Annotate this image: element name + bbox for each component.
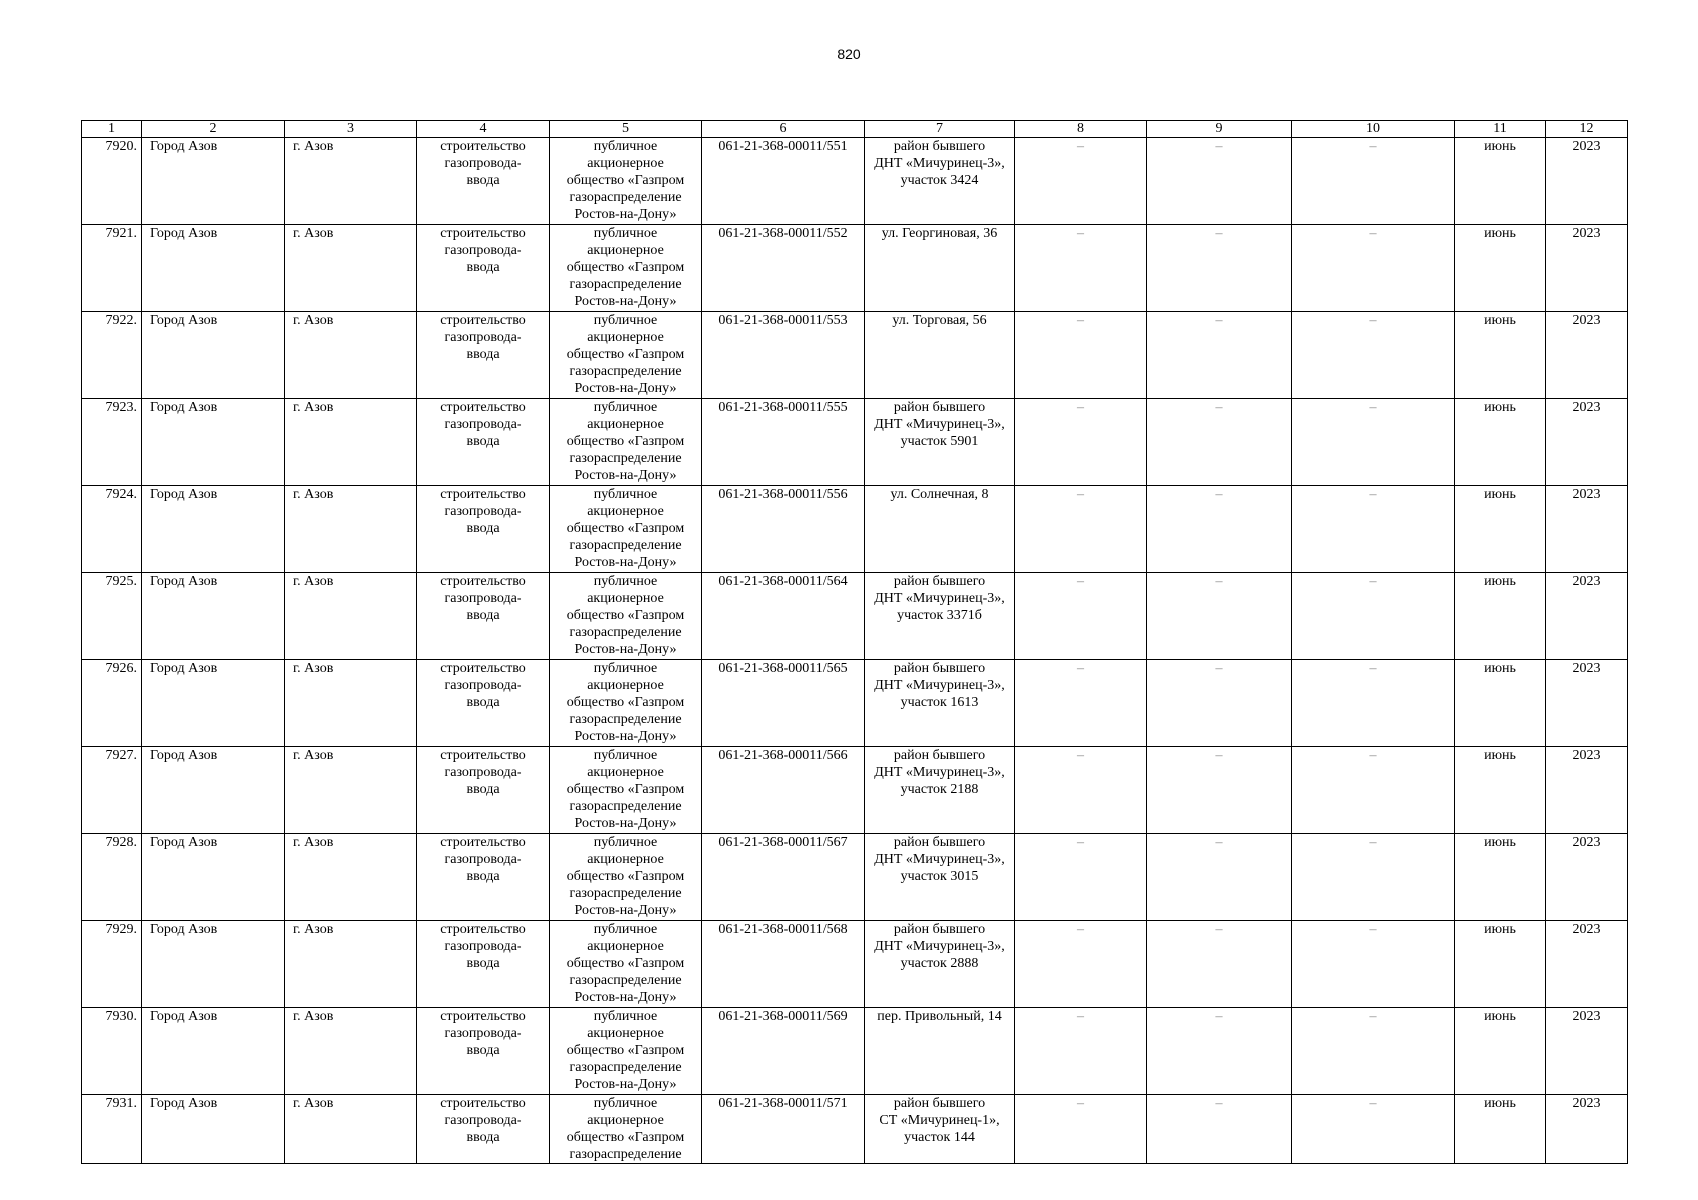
owner-cell: [550, 747, 702, 834]
owner-cell-line: публичное: [593, 1009, 658, 1024]
address-cell-line: участок 5901: [900, 434, 979, 449]
column-9-cell: –: [1147, 225, 1292, 312]
work-type-cell-line: строительство: [440, 835, 526, 850]
owner-cell-line: Ростов-на-Дону»: [574, 642, 677, 657]
registry-code-cell: 061-21-368-00011/556: [702, 486, 865, 573]
registry-code-cell: 061-21-368-00011/552: [702, 225, 865, 312]
year-cell: 2023: [1546, 312, 1628, 399]
owner-cell-line: публичное: [593, 574, 658, 589]
owner-cell-line: акционерное: [587, 678, 664, 693]
column-8-cell: –: [1015, 1008, 1147, 1095]
owner-cell-line: акционерное: [587, 1113, 664, 1128]
owner-cell: [550, 312, 702, 399]
address-cell: [865, 1095, 1015, 1164]
owner-cell-line: газораспределение: [569, 973, 682, 988]
table-row: [82, 747, 1628, 834]
owner-cell: [550, 1008, 702, 1095]
municipality-cell: Город Азов: [142, 747, 285, 834]
address-cell-line: пер. Привольный, 14: [877, 1009, 1002, 1024]
address-cell-line: район бывшего: [893, 400, 986, 415]
column-10-cell: –: [1292, 138, 1455, 225]
column-header-9: 9: [1147, 121, 1292, 138]
work-type-cell-line: ввода: [466, 260, 500, 275]
work-type-cell: [417, 225, 550, 312]
column-9-cell: –: [1147, 1008, 1292, 1095]
owner-cell: [550, 138, 702, 225]
row-number: 7929.: [82, 921, 142, 1008]
column-10-cell: –: [1292, 834, 1455, 921]
work-type-cell-line: строительство: [440, 574, 526, 589]
column-9-cell: –: [1147, 138, 1292, 225]
locality-cell: г. Азов: [285, 486, 417, 573]
work-type-cell-line: газопровода-: [444, 330, 522, 345]
owner-cell-line: общество «Газпром: [566, 695, 685, 710]
column-9-cell: –: [1147, 312, 1292, 399]
address-cell-line: ДНТ «Мичуринец-3»,: [874, 417, 1005, 432]
work-type-cell-line: ввода: [466, 869, 500, 884]
owner-cell-line: публичное: [593, 139, 658, 154]
work-type-cell-line: ввода: [466, 695, 500, 710]
address-cell-line: ДНТ «Мичуринец-3»,: [874, 591, 1005, 606]
owner-cell-line: публичное: [593, 748, 658, 763]
owner-cell-line: общество «Газпром: [566, 1130, 685, 1145]
column-8-cell: –: [1015, 747, 1147, 834]
owner-cell-line: Ростов-на-Дону»: [574, 729, 677, 744]
municipality-cell: Город Азов: [142, 1008, 285, 1095]
year-cell: 2023: [1546, 399, 1628, 486]
address-cell-line: участок 3015: [900, 869, 979, 884]
locality-cell: г. Азов: [285, 399, 417, 486]
work-type-cell-line: строительство: [440, 313, 526, 328]
owner-cell-line: акционерное: [587, 504, 664, 519]
address-cell-line: участок 2888: [900, 956, 979, 971]
column-10-cell: –: [1292, 399, 1455, 486]
owner-cell: [550, 573, 702, 660]
address-cell-line: район бывшего: [893, 139, 986, 154]
page-number: 820: [837, 46, 861, 62]
column-9-cell: –: [1147, 921, 1292, 1008]
table-row: [82, 486, 1628, 573]
table-row: [82, 834, 1628, 921]
work-type-cell-line: газопровода-: [444, 417, 522, 432]
work-type-cell-line: строительство: [440, 1009, 526, 1024]
address-cell-line: район бывшего: [893, 1096, 986, 1111]
column-9-cell: –: [1147, 1095, 1292, 1164]
month-cell: июнь: [1455, 921, 1546, 1008]
owner-cell-line: Ростов-на-Дону»: [574, 207, 677, 222]
work-type-cell-line: ввода: [466, 782, 500, 797]
owner-cell: [550, 399, 702, 486]
work-type-cell-line: ввода: [466, 434, 500, 449]
column-10-cell: –: [1292, 1095, 1455, 1164]
work-type-cell: [417, 399, 550, 486]
year-cell: 2023: [1546, 921, 1628, 1008]
municipality-cell: Город Азов: [142, 660, 285, 747]
municipality-cell: Город Азов: [142, 921, 285, 1008]
owner-cell-line: публичное: [593, 835, 658, 850]
work-type-cell: [417, 747, 550, 834]
owner-cell-line: акционерное: [587, 243, 664, 258]
month-cell: июнь: [1455, 834, 1546, 921]
owner-cell-line: общество «Газпром: [566, 347, 685, 362]
work-type-cell-line: газопровода-: [444, 156, 522, 171]
owner-cell-line: Ростов-на-Дону»: [574, 555, 677, 570]
owner-cell-line: публичное: [593, 487, 658, 502]
work-type-cell-line: ввода: [466, 956, 500, 971]
owner-cell-line: газораспределение: [569, 364, 682, 379]
owner-cell-line: Ростов-на-Дону»: [574, 816, 677, 831]
municipality-cell: Город Азов: [142, 399, 285, 486]
work-type-cell: [417, 660, 550, 747]
municipality-cell: Город Азов: [142, 573, 285, 660]
owner-cell-line: общество «Газпром: [566, 260, 685, 275]
month-cell: июнь: [1455, 486, 1546, 573]
column-10-cell: –: [1292, 312, 1455, 399]
row-number: 7925.: [82, 573, 142, 660]
work-type-cell: [417, 1008, 550, 1095]
table-row: [82, 312, 1628, 399]
year-cell: 2023: [1546, 834, 1628, 921]
column-header-5: 5: [550, 121, 702, 138]
address-cell-line: участок 3424: [900, 173, 979, 188]
year-cell: 2023: [1546, 660, 1628, 747]
column-header-7: 7: [865, 121, 1015, 138]
month-cell: июнь: [1455, 747, 1546, 834]
year-cell: 2023: [1546, 486, 1628, 573]
work-type-cell-line: ввода: [466, 1130, 500, 1145]
work-type-cell: [417, 834, 550, 921]
owner-cell-line: общество «Газпром: [566, 869, 685, 884]
address-cell-line: ДНТ «Мичуринец-3»,: [874, 939, 1005, 954]
municipality-cell: Город Азов: [142, 138, 285, 225]
owner-cell-line: акционерное: [587, 939, 664, 954]
owner-cell-line: публичное: [593, 226, 658, 241]
work-type-cell-line: строительство: [440, 139, 526, 154]
table-row: [82, 921, 1628, 1008]
address-cell: [865, 312, 1015, 399]
column-9-cell: –: [1147, 399, 1292, 486]
column-header-12: 12: [1546, 121, 1628, 138]
owner-cell: [550, 486, 702, 573]
row-number: 7920.: [82, 138, 142, 225]
registry-code-cell: 061-21-368-00011/567: [702, 834, 865, 921]
column-10-cell: –: [1292, 747, 1455, 834]
owner-cell-line: Ростов-на-Дону»: [574, 468, 677, 483]
locality-cell: г. Азов: [285, 573, 417, 660]
registry-code-cell: 061-21-368-00011/569: [702, 1008, 865, 1095]
address-cell-line: ул. Торговая, 56: [892, 313, 987, 328]
owner-cell-line: газораспределение: [569, 886, 682, 901]
address-cell: [865, 921, 1015, 1008]
month-cell: июнь: [1455, 312, 1546, 399]
municipality-cell: Город Азов: [142, 312, 285, 399]
locality-cell: г. Азов: [285, 747, 417, 834]
year-cell: 2023: [1546, 573, 1628, 660]
year-cell: 2023: [1546, 138, 1628, 225]
work-type-cell: [417, 1095, 550, 1164]
owner-cell: [550, 225, 702, 312]
owner-cell-line: газораспределение: [569, 1060, 682, 1075]
owner-cell-line: общество «Газпром: [566, 782, 685, 797]
row-number: 7931.: [82, 1095, 142, 1164]
column-header-2: 2: [142, 121, 285, 138]
row-number: 7927.: [82, 747, 142, 834]
work-type-cell-line: ввода: [466, 521, 500, 536]
owner-cell-line: публичное: [593, 1096, 658, 1111]
column-8-cell: –: [1015, 486, 1147, 573]
address-cell-line: участок 1613: [900, 695, 979, 710]
owner-cell-line: публичное: [593, 313, 658, 328]
work-type-cell-line: газопровода-: [444, 1026, 522, 1041]
year-cell: 2023: [1546, 1008, 1628, 1095]
row-number: 7923.: [82, 399, 142, 486]
work-type-cell-line: газопровода-: [444, 678, 522, 693]
year-cell: 2023: [1546, 747, 1628, 834]
address-cell-line: ДНТ «Мичуринец-3»,: [874, 678, 1005, 693]
owner-cell-line: Ростов-на-Дону»: [574, 381, 677, 396]
column-10-cell: –: [1292, 225, 1455, 312]
address-cell-line: ДНТ «Мичуринец-3»,: [874, 156, 1005, 171]
table-body: [82, 138, 1628, 1164]
address-cell-line: ул. Солнечная, 8: [890, 487, 989, 502]
locality-cell: г. Азов: [285, 225, 417, 312]
owner-cell-line: общество «Газпром: [566, 521, 685, 536]
month-cell: июнь: [1455, 225, 1546, 312]
column-9-cell: –: [1147, 834, 1292, 921]
work-type-cell-line: строительство: [440, 922, 526, 937]
address-cell-line: ДНТ «Мичуринец-3»,: [874, 765, 1005, 780]
owner-cell-line: газораспределение: [569, 277, 682, 292]
owner-cell-line: общество «Газпром: [566, 608, 685, 623]
owner-cell-line: акционерное: [587, 591, 664, 606]
municipality-cell: Город Азов: [142, 1095, 285, 1164]
registry-code-cell: 061-21-368-00011/571: [702, 1095, 865, 1164]
registry-code-cell: 061-21-368-00011/568: [702, 921, 865, 1008]
column-8-cell: –: [1015, 138, 1147, 225]
month-cell: июнь: [1455, 660, 1546, 747]
locality-cell: г. Азов: [285, 1095, 417, 1164]
work-type-cell-line: газопровода-: [444, 939, 522, 954]
owner-cell-line: газораспределение: [569, 625, 682, 640]
owner-cell-line: публичное: [593, 922, 658, 937]
table-row: [82, 573, 1628, 660]
column-8-cell: –: [1015, 1095, 1147, 1164]
address-cell: [865, 747, 1015, 834]
month-cell: июнь: [1455, 573, 1546, 660]
work-type-cell: [417, 921, 550, 1008]
owner-cell-line: Ростов-на-Дону»: [574, 903, 677, 918]
work-type-cell-line: газопровода-: [444, 591, 522, 606]
address-cell-line: район бывшего: [893, 574, 986, 589]
owner-cell-line: Ростов-на-Дону»: [574, 990, 677, 1005]
work-type-cell-line: строительство: [440, 748, 526, 763]
address-cell: [865, 225, 1015, 312]
address-cell-line: участок 3371б: [897, 608, 982, 623]
column-header-3: 3: [285, 121, 417, 138]
work-type-cell-line: строительство: [440, 487, 526, 502]
column-10-cell: –: [1292, 486, 1455, 573]
work-type-cell-line: ввода: [466, 173, 500, 188]
address-cell: [865, 573, 1015, 660]
municipality-cell: Город Азов: [142, 225, 285, 312]
owner-cell-line: Ростов-на-Дону»: [574, 1077, 677, 1092]
address-cell-line: район бывшего: [893, 835, 986, 850]
column-9-cell: –: [1147, 486, 1292, 573]
table-row: [82, 1008, 1628, 1095]
registry-code-cell: 061-21-368-00011/555: [702, 399, 865, 486]
municipality-cell: Город Азов: [142, 834, 285, 921]
column-9-cell: –: [1147, 573, 1292, 660]
owner-cell: [550, 1095, 702, 1164]
table-row: [82, 399, 1628, 486]
row-number: 7921.: [82, 225, 142, 312]
owner-cell-line: общество «Газпром: [566, 173, 685, 188]
owner-cell-line: общество «Газпром: [566, 1043, 685, 1058]
address-cell: [865, 399, 1015, 486]
registry-code-cell: 061-21-368-00011/553: [702, 312, 865, 399]
locality-cell: г. Азов: [285, 921, 417, 1008]
owner-cell-line: газораспределение: [569, 799, 682, 814]
work-type-cell: [417, 486, 550, 573]
owner-cell-line: публичное: [593, 400, 658, 415]
owner-cell-line: Ростов-на-Дону»: [574, 294, 677, 309]
address-cell-line: ул. Георгиновая, 36: [881, 226, 998, 241]
column-header-8: 8: [1015, 121, 1147, 138]
column-header-6: 6: [702, 121, 865, 138]
address-cell-line: район бывшего: [893, 748, 986, 763]
work-type-cell-line: ввода: [466, 608, 500, 623]
column-header-11: 11: [1455, 121, 1546, 138]
owner-cell-line: публичное: [593, 661, 658, 676]
header-row: [82, 121, 1628, 138]
work-type-cell-line: газопровода-: [444, 852, 522, 867]
table-row: [82, 1095, 1628, 1164]
column-8-cell: –: [1015, 834, 1147, 921]
column-header-1: 1: [82, 121, 142, 138]
work-type-cell-line: газопровода-: [444, 243, 522, 258]
owner-cell: [550, 660, 702, 747]
address-cell-line: район бывшего: [893, 661, 986, 676]
owner-cell-line: акционерное: [587, 1026, 664, 1041]
registry-code-cell: 061-21-368-00011/565: [702, 660, 865, 747]
work-type-cell-line: газопровода-: [444, 765, 522, 780]
column-8-cell: –: [1015, 921, 1147, 1008]
address-cell: [865, 834, 1015, 921]
owner-cell-line: газораспределение: [569, 1147, 682, 1162]
table-row: [82, 138, 1628, 225]
address-cell: [865, 486, 1015, 573]
column-9-cell: –: [1147, 747, 1292, 834]
work-type-cell-line: строительство: [440, 1096, 526, 1111]
column-10-cell: –: [1292, 1008, 1455, 1095]
locality-cell: г. Азов: [285, 1008, 417, 1095]
work-type-cell-line: ввода: [466, 1043, 500, 1058]
row-number: 7922.: [82, 312, 142, 399]
work-type-cell-line: ввода: [466, 347, 500, 362]
locality-cell: г. Азов: [285, 660, 417, 747]
row-number: 7930.: [82, 1008, 142, 1095]
work-type-cell: [417, 573, 550, 660]
owner-cell-line: общество «Газпром: [566, 434, 685, 449]
month-cell: июнь: [1455, 1095, 1546, 1164]
owner-cell-line: газораспределение: [569, 190, 682, 205]
address-cell: [865, 660, 1015, 747]
work-type-cell: [417, 138, 550, 225]
locality-cell: г. Азов: [285, 312, 417, 399]
owner-cell-line: газораспределение: [569, 712, 682, 727]
address-cell: [865, 138, 1015, 225]
locality-cell: г. Азов: [285, 834, 417, 921]
owner-cell-line: газораспределение: [569, 451, 682, 466]
address-cell-line: участок 144: [904, 1130, 975, 1145]
row-number: 7928.: [82, 834, 142, 921]
column-9-cell: –: [1147, 660, 1292, 747]
owner-cell-line: газораспределение: [569, 538, 682, 553]
owner-cell-line: акционерное: [587, 417, 664, 432]
column-8-cell: –: [1015, 399, 1147, 486]
column-10-cell: –: [1292, 573, 1455, 660]
locality-cell: г. Азов: [285, 138, 417, 225]
address-cell-line: участок 2188: [900, 782, 979, 797]
work-type-cell-line: строительство: [440, 226, 526, 241]
registry-code-cell: 061-21-368-00011/566: [702, 747, 865, 834]
owner-cell-line: акционерное: [587, 156, 664, 171]
column-8-cell: –: [1015, 573, 1147, 660]
column-header-10: 10: [1292, 121, 1455, 138]
work-type-cell-line: газопровода-: [444, 504, 522, 519]
column-header-4: 4: [417, 121, 550, 138]
work-type-cell-line: строительство: [440, 400, 526, 415]
owner-cell-line: акционерное: [587, 852, 664, 867]
address-cell-line: ДНТ «Мичуринец-3»,: [874, 852, 1005, 867]
year-cell: 2023: [1546, 1095, 1628, 1164]
row-number: 7924.: [82, 486, 142, 573]
column-10-cell: –: [1292, 660, 1455, 747]
row-number: 7926.: [82, 660, 142, 747]
table-row: [82, 660, 1628, 747]
column-8-cell: –: [1015, 660, 1147, 747]
address-cell-line: район бывшего: [893, 922, 986, 937]
year-cell: 2023: [1546, 225, 1628, 312]
municipality-cell: Город Азов: [142, 486, 285, 573]
owner-cell-line: акционерное: [587, 765, 664, 780]
registry-code-cell: 061-21-368-00011/551: [702, 138, 865, 225]
month-cell: июнь: [1455, 399, 1546, 486]
registry-table: [81, 120, 1628, 1164]
column-8-cell: –: [1015, 312, 1147, 399]
column-10-cell: –: [1292, 921, 1455, 1008]
table-row: [82, 225, 1628, 312]
owner-cell-line: общество «Газпром: [566, 956, 685, 971]
month-cell: июнь: [1455, 138, 1546, 225]
owner-cell-line: акционерное: [587, 330, 664, 345]
owner-cell: [550, 834, 702, 921]
address-cell-line: СТ «Мичуринец-1»,: [879, 1113, 1000, 1128]
owner-cell: [550, 921, 702, 1008]
registry-code-cell: 061-21-368-00011/564: [702, 573, 865, 660]
work-type-cell-line: газопровода-: [444, 1113, 522, 1128]
work-type-cell-line: строительство: [440, 661, 526, 676]
month-cell: июнь: [1455, 1008, 1546, 1095]
address-cell: [865, 1008, 1015, 1095]
work-type-cell: [417, 312, 550, 399]
column-8-cell: –: [1015, 225, 1147, 312]
